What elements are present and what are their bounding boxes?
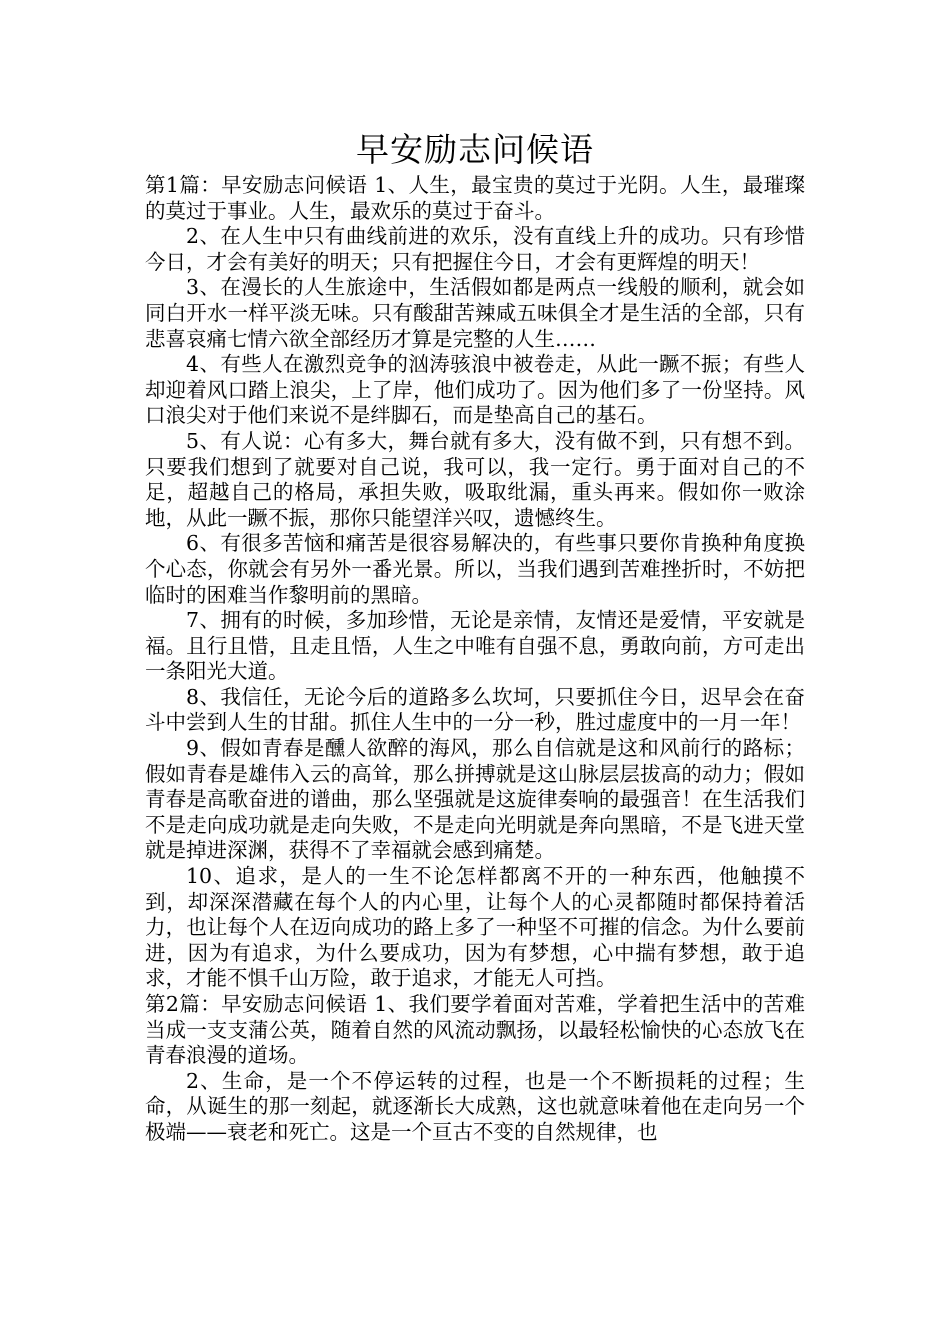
paragraph-6: 6、有很多苦恼和痛苦是很容易解决的，有些事只要你肯换种角度换个心态，你就会有另外一番光景。所以，当我们遇到苦难挫折时，不妨把临时的困难当作黎明前的黑暗。 <box>145 531 805 607</box>
paragraph-7: 7、拥有的时候，多加珍惜，无论是亲情，友情还是爱情，平安就是福。且行且惜，且走且悟，人生之中唯有自强不息，勇敢向前，方可走出一条阳光大道。 <box>145 608 805 684</box>
paragraph-1: 第1篇：早安励志问候语 1、人生，最宝贵的莫过于光阴。人生，最璀璨的莫过于事业。人生，最欢乐的莫过于奋斗。 <box>145 173 805 223</box>
paragraph-3: 3、在漫长的人生旅途中，生活假如都是两点一线般的顺利，就会如同白开水一样平淡无味。只有酸甜苦辣咸五味俱全才是生活的全部，只有悲喜哀痛七情六欲全部经历才算是完整的人生…… <box>145 275 805 351</box>
document-title: 早安励志问候语 <box>356 130 594 169</box>
paragraph-2: 2、在人生中只有曲线前进的欢乐，没有直线上升的成功。只有珍惜今日，才会有美好的明天；只有把握住今日，才会有更辉煌的明天！ <box>145 224 805 274</box>
paragraph-5: 5、有人说：心有多大，舞台就有多大，没有做不到，只有想不到。只要我们想到了就要对自己说，我可以，我一定行。勇于面对自己的不足，超越自己的格局，承担失败，吸取纰漏，重头再来。假如你一败涂地，从此一蹶不振，那你只能望洋兴叹，遗憾终生。 <box>145 428 805 530</box>
paragraph-9: 9、假如青春是醺人欲醉的海风，那么自信就是这和风前行的路标；假如青春是雄伟入云的高耸，那么拼搏就是这山脉层层拔高的动力；假如青春是高歌奋进的谱曲，那么坚强就是这旋律奏响的最强音！在生活我们不是走向成功就是走向失败，不是走向光明就是奔向黑暗，不是飞进天堂就是掉进深渊，获得不了幸福就会感到痛楚。 <box>145 736 805 863</box>
paragraph-11: 第2篇：早安励志问候语 1、我们要学着面对苦难，学着把生活中的苦难当成一支支蒲公英，随着自然的风流动飘扬，以最轻松愉快的心态放飞在青春浪漫的道场。 <box>145 992 805 1068</box>
paragraph-4: 4、有些人在激烈竞争的汹涛骇浪中被卷走，从此一蹶不振；有些人却迎着风口踏上浪尖，上了岸，他们成功了。因为他们多了一份坚持。风口浪尖对于他们来说不是绊脚石，而是垫高自己的基石。 <box>145 352 805 428</box>
paragraph-10: 10、追求，是人的一生不论怎样都离不开的一种东西，他触摸不到，却深深潜藏在每个人的内心里，让每个人的心灵都随时都保持着活力，也让每个人在迈向成功的路上多了一种坚不可摧的信念。为什么要前进，因为有追求，为什么要成功，因为有梦想，心中揣有梦想，敢于追求，才能不惧千山万险，敢于追求，才能无人可挡。 <box>145 864 805 991</box>
paragraph-8: 8、我信任，无论今后的道路多么坎坷，只要抓住今日，迟早会在奋斗中尝到人生的甘甜。抓住人生中的一分一秒，胜过虚度中的一月一年！ <box>145 684 805 735</box>
paragraph-12: 2、生命，是一个不停运转的过程，也是一个不断损耗的过程；生命，从诞生的那一刻起，就逐渐长大成熟，这也就意味着他在走向另一个极端——衰老和死亡。这是一个亘古不变的自然规律，也 <box>145 1068 805 1144</box>
document-body <box>145 173 805 1146</box>
